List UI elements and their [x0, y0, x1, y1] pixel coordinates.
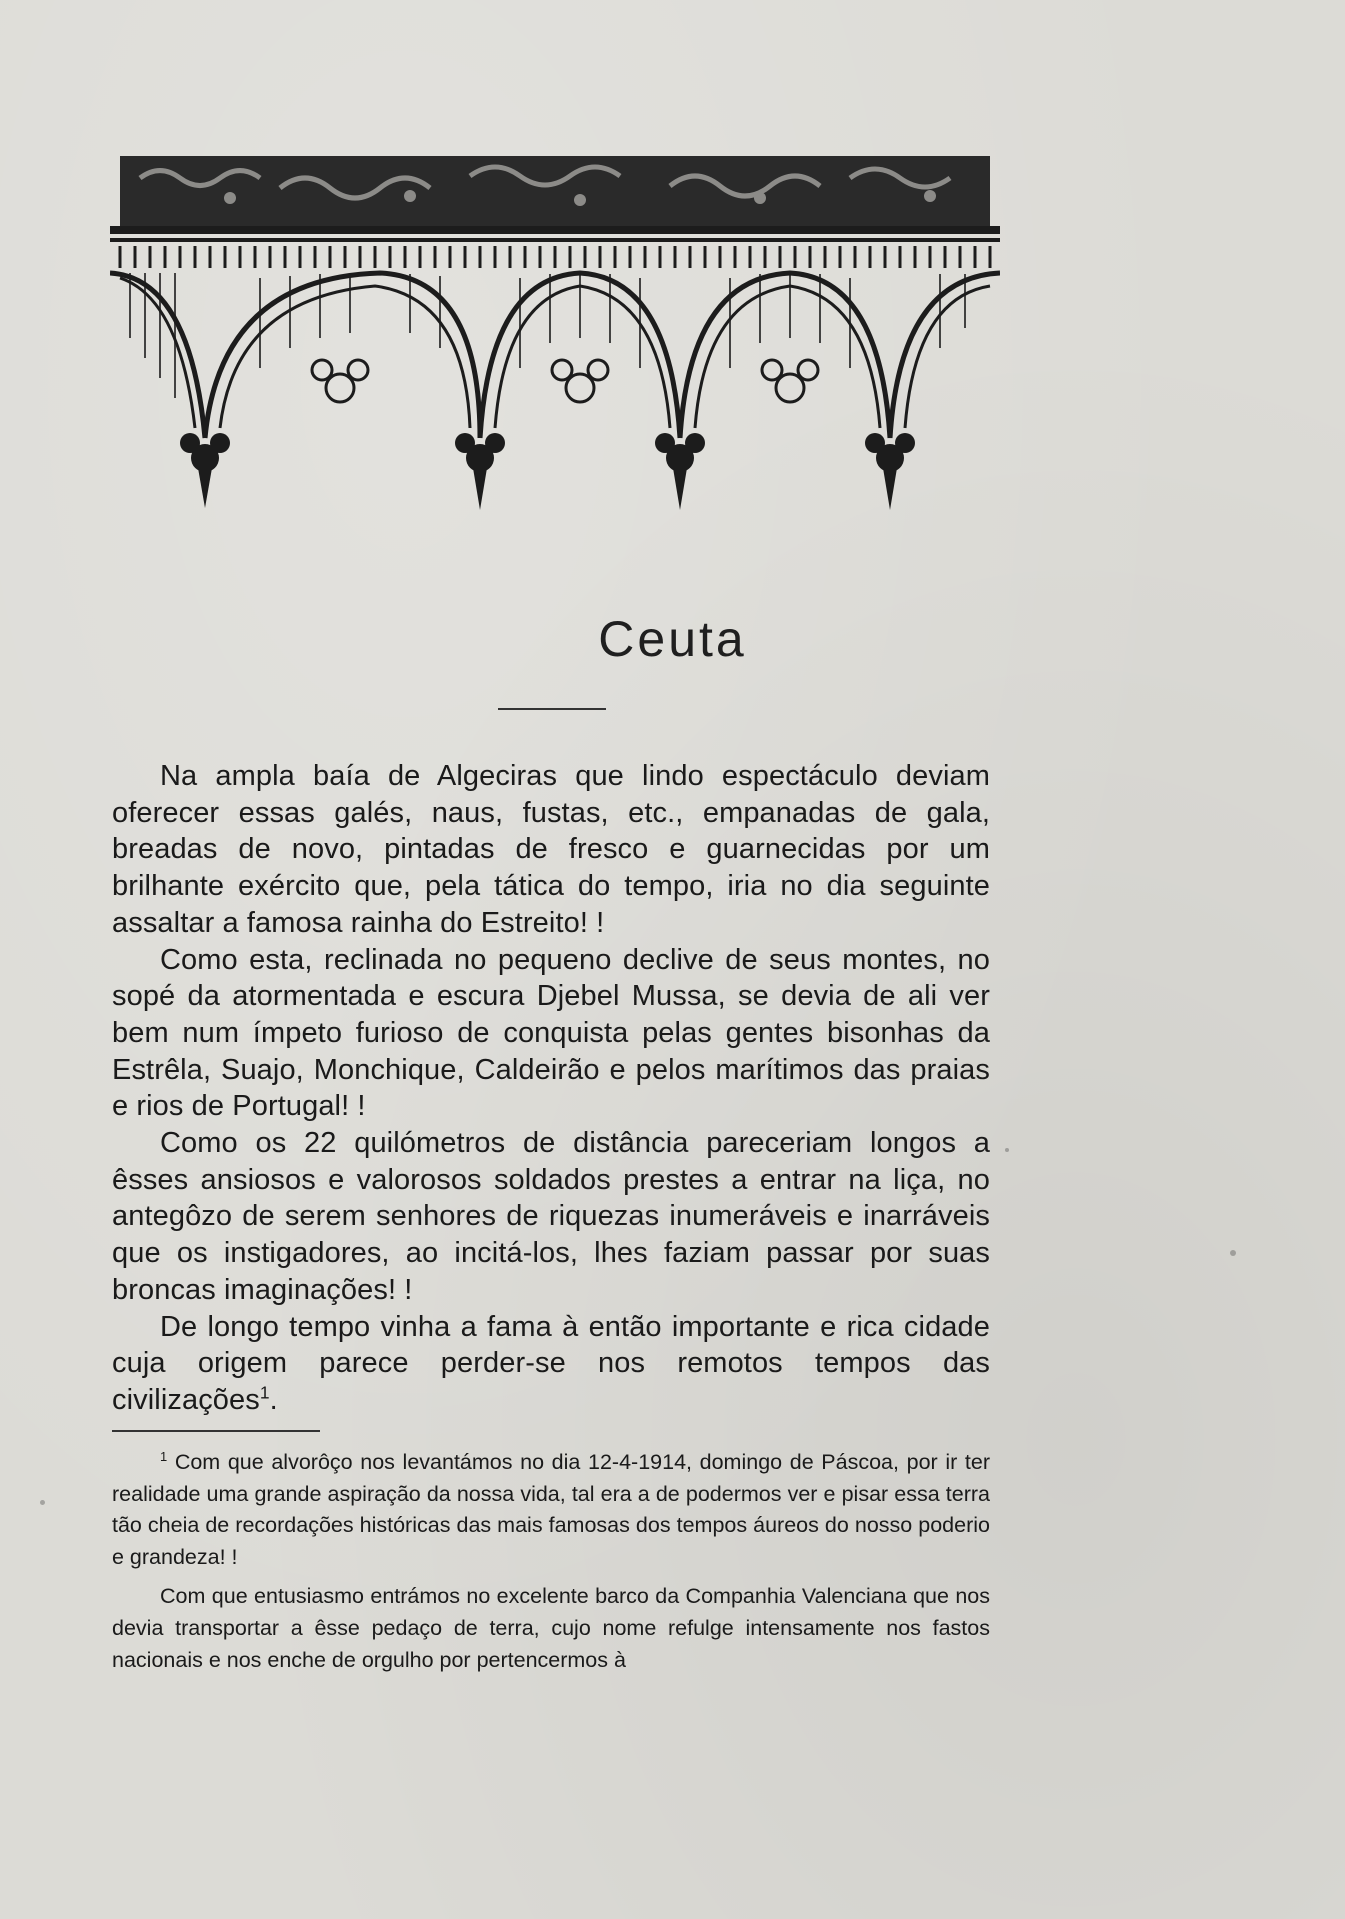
footnote	[112, 1581, 990, 1676]
footnote-text: Com que entusiasmo entrámos no excelente barco da Companhia Valenciana que nos devia transportar a êsse pedaço de terra, cujo nome refulge intensamente nos fastos nacionais e nos enche de orgulho por pertencermos à	[112, 1584, 990, 1672]
paragraph-with-footnote	[112, 1309, 990, 1419]
body-text	[112, 758, 990, 1419]
footnote-marker: 1	[160, 1448, 168, 1464]
footnote-text: Com que alvorôço nos levantámos no dia 12-4-1914, domingo de Páscoa, por ir ter realidade uma grande aspiração da nossa vida, tal era a de podermos ver e pisar essa terra tão cheia de recordações históricas das mais famosas dos tempos áureos do nosso poderio e grandeza! !	[112, 1450, 990, 1569]
title-divider	[498, 708, 606, 710]
paragraph-text: De longo tempo vinha a fama à então importante e rica cidade cuja origem parece perder-se nos remotos tempos das civilizações	[112, 1310, 990, 1416]
paper-speck	[40, 1500, 45, 1505]
paragraph: Na ampla baía de Algeciras que lindo espectáculo deviam oferecer essas galés, naus, fustas, etc., empanadas de gala, breadas de novo, pintadas de fresco e guarnecidas por um brilhante exército que, pela tática do tempo, iria no dia seguinte assaltar a famosa rainha do Estreito! !	[112, 760, 990, 939]
footnote-reference: 1	[259, 1382, 270, 1403]
paragraph: Como esta, reclinada no pequeno declive de seus montes, no sopé da atormentada e escura Djebel Mussa, se devia de ali ver bem num ímpeto furioso de conquista pelas gentes bisonhas da Estrêla, Suajo, Monchique, Caldeirão e pelos marítimos das praias e rios de Portugal! !	[112, 943, 990, 1123]
paper-speck	[1005, 1148, 1009, 1152]
page-title: Ceuta	[598, 611, 747, 667]
paper-speck	[1230, 1250, 1236, 1256]
gothic-frieze-woodcut-icon	[110, 138, 1000, 518]
paragraph-end: .	[269, 1383, 278, 1416]
footnotes	[112, 1447, 990, 1684]
footnote-divider	[112, 1430, 320, 1432]
paragraph: Como os 22 quilómetros de distância pareceriam longos a êsses ansiosos e valorosos soldados prestes a entrar na liça, no antegôzo de serem senhores de riquezas inumeráveis e inarráveis que os instigadores, ao incitá-los, lhes faziam passar por suas broncas imaginações! !	[112, 1127, 990, 1306]
footnote	[112, 1447, 990, 1573]
